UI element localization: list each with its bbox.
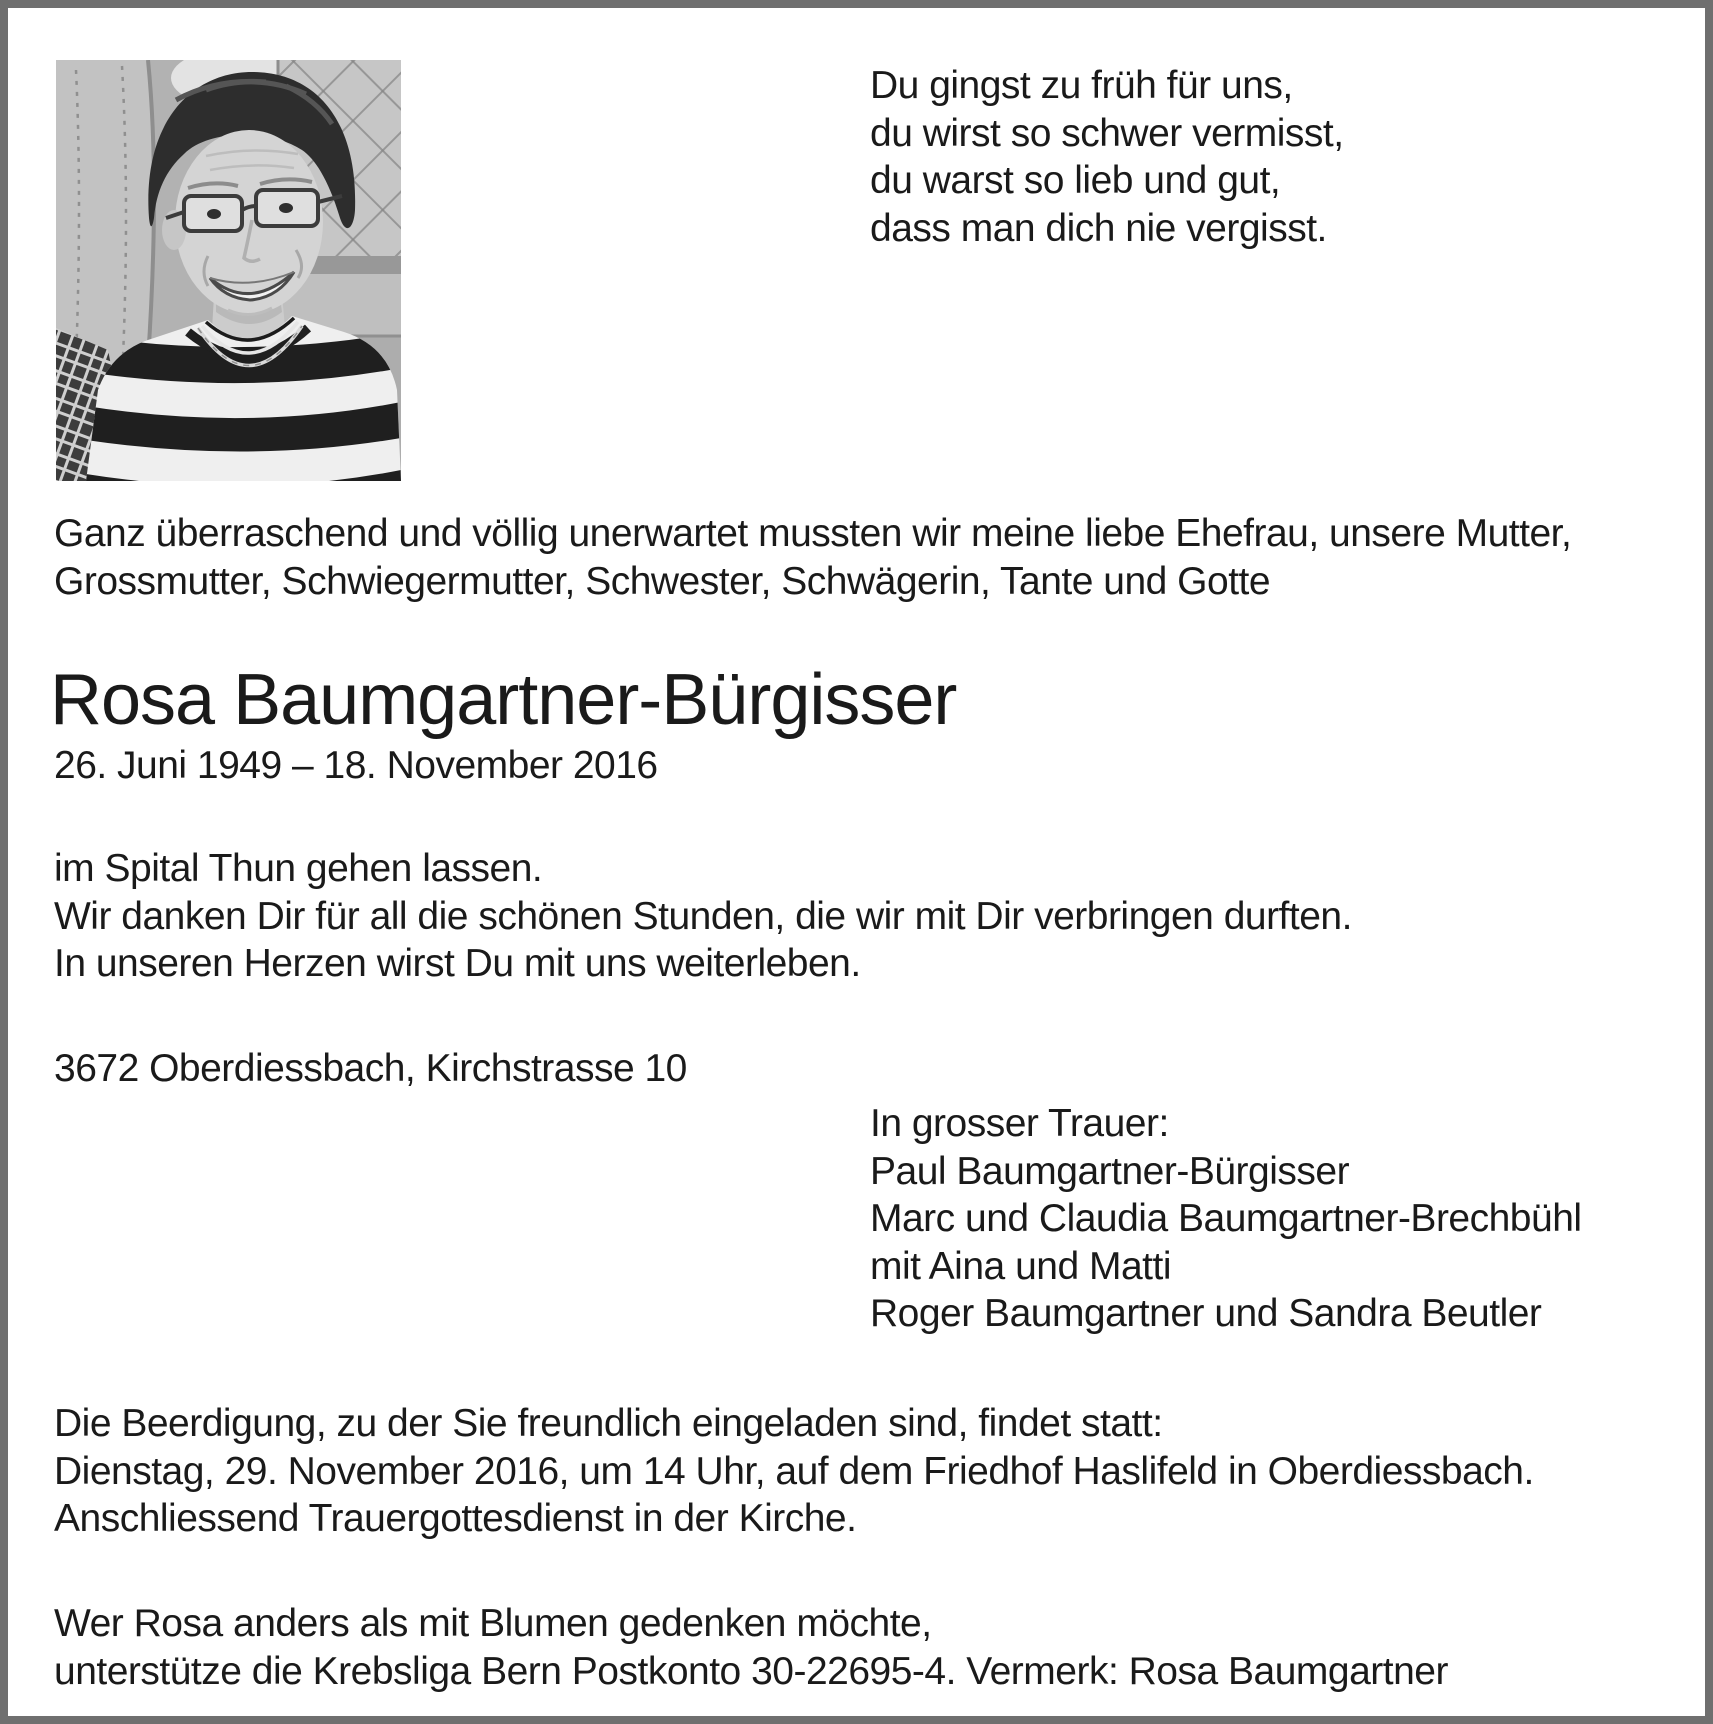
portrait-photo	[56, 60, 401, 481]
intro-line: Ganz überraschend und völlig unerwartet mussten wir meine liebe Ehefrau, unsere Mutter,	[54, 512, 1572, 555]
donation-line: unterstütze die Krebsliga Bern Postkonto 30-22695-4. Vermerk: Rosa Baumgartner	[54, 1649, 1448, 1693]
portrait-photo-graphic	[56, 60, 401, 481]
intro-line: Grossmutter, Schwiegermutter, Schwester, Schwägerin, Tante und Gotte	[54, 559, 1271, 603]
deceased-name-text: Rosa Baumgartner-Bürgisser	[50, 660, 957, 740]
poem	[870, 62, 1344, 252]
mourner-name: mit Aina und Matti	[870, 1244, 1171, 1288]
funeral-line: Anschliessend Trauergottesdienst in der Kirche.	[54, 1497, 857, 1540]
farewell-line: Wir danken Dir für all die schönen Stunden, die wir mit Dir verbringen durften.	[54, 894, 1352, 938]
address	[54, 1045, 687, 1093]
mourner-name: Marc und Claudia Baumgartner-Brechbühl	[870, 1197, 1582, 1240]
life-dates	[54, 742, 658, 790]
intro-paragraph	[54, 510, 1571, 605]
mourner-name: Roger Baumgartner und Sandra Beutler	[870, 1292, 1542, 1335]
mourner-name: Paul Baumgartner-Bürgisser	[870, 1149, 1350, 1193]
poem-line: du wirst so schwer vermisst,	[870, 111, 1344, 155]
mourners-heading: In grosser Trauer:	[870, 1102, 1169, 1145]
farewell-line: In unseren Herzen wirst Du mit uns weiterleben.	[54, 942, 861, 985]
poem-line: du warst so lieb und gut,	[870, 159, 1281, 202]
funeral-info	[54, 1400, 1534, 1543]
donation-note	[54, 1600, 1448, 1695]
mourners-block	[870, 1100, 1582, 1338]
life-dates-text: 26. Juni 1949 – 18. November 2016	[54, 744, 658, 787]
deceased-name	[50, 661, 956, 739]
farewell-line: im Spital Thun gehen lassen.	[54, 847, 543, 890]
address-text: 3672 Oberdiessbach, Kirchstrasse 10	[54, 1047, 687, 1090]
poem-line: Du gingst zu früh für uns,	[870, 64, 1293, 107]
farewell-paragraph	[54, 845, 1352, 988]
funeral-line: Die Beerdigung, zu der Sie freundlich eingeladen sind, findet statt:	[54, 1402, 1163, 1445]
poem-line: dass man dich nie vergisst.	[870, 206, 1327, 250]
funeral-line: Dienstag, 29. November 2016, um 14 Uhr, auf dem Friedhof Haslifeld in Oberdiessbach.	[54, 1449, 1534, 1493]
donation-line: Wer Rosa anders als mit Blumen gedenken möchte,	[54, 1602, 932, 1645]
